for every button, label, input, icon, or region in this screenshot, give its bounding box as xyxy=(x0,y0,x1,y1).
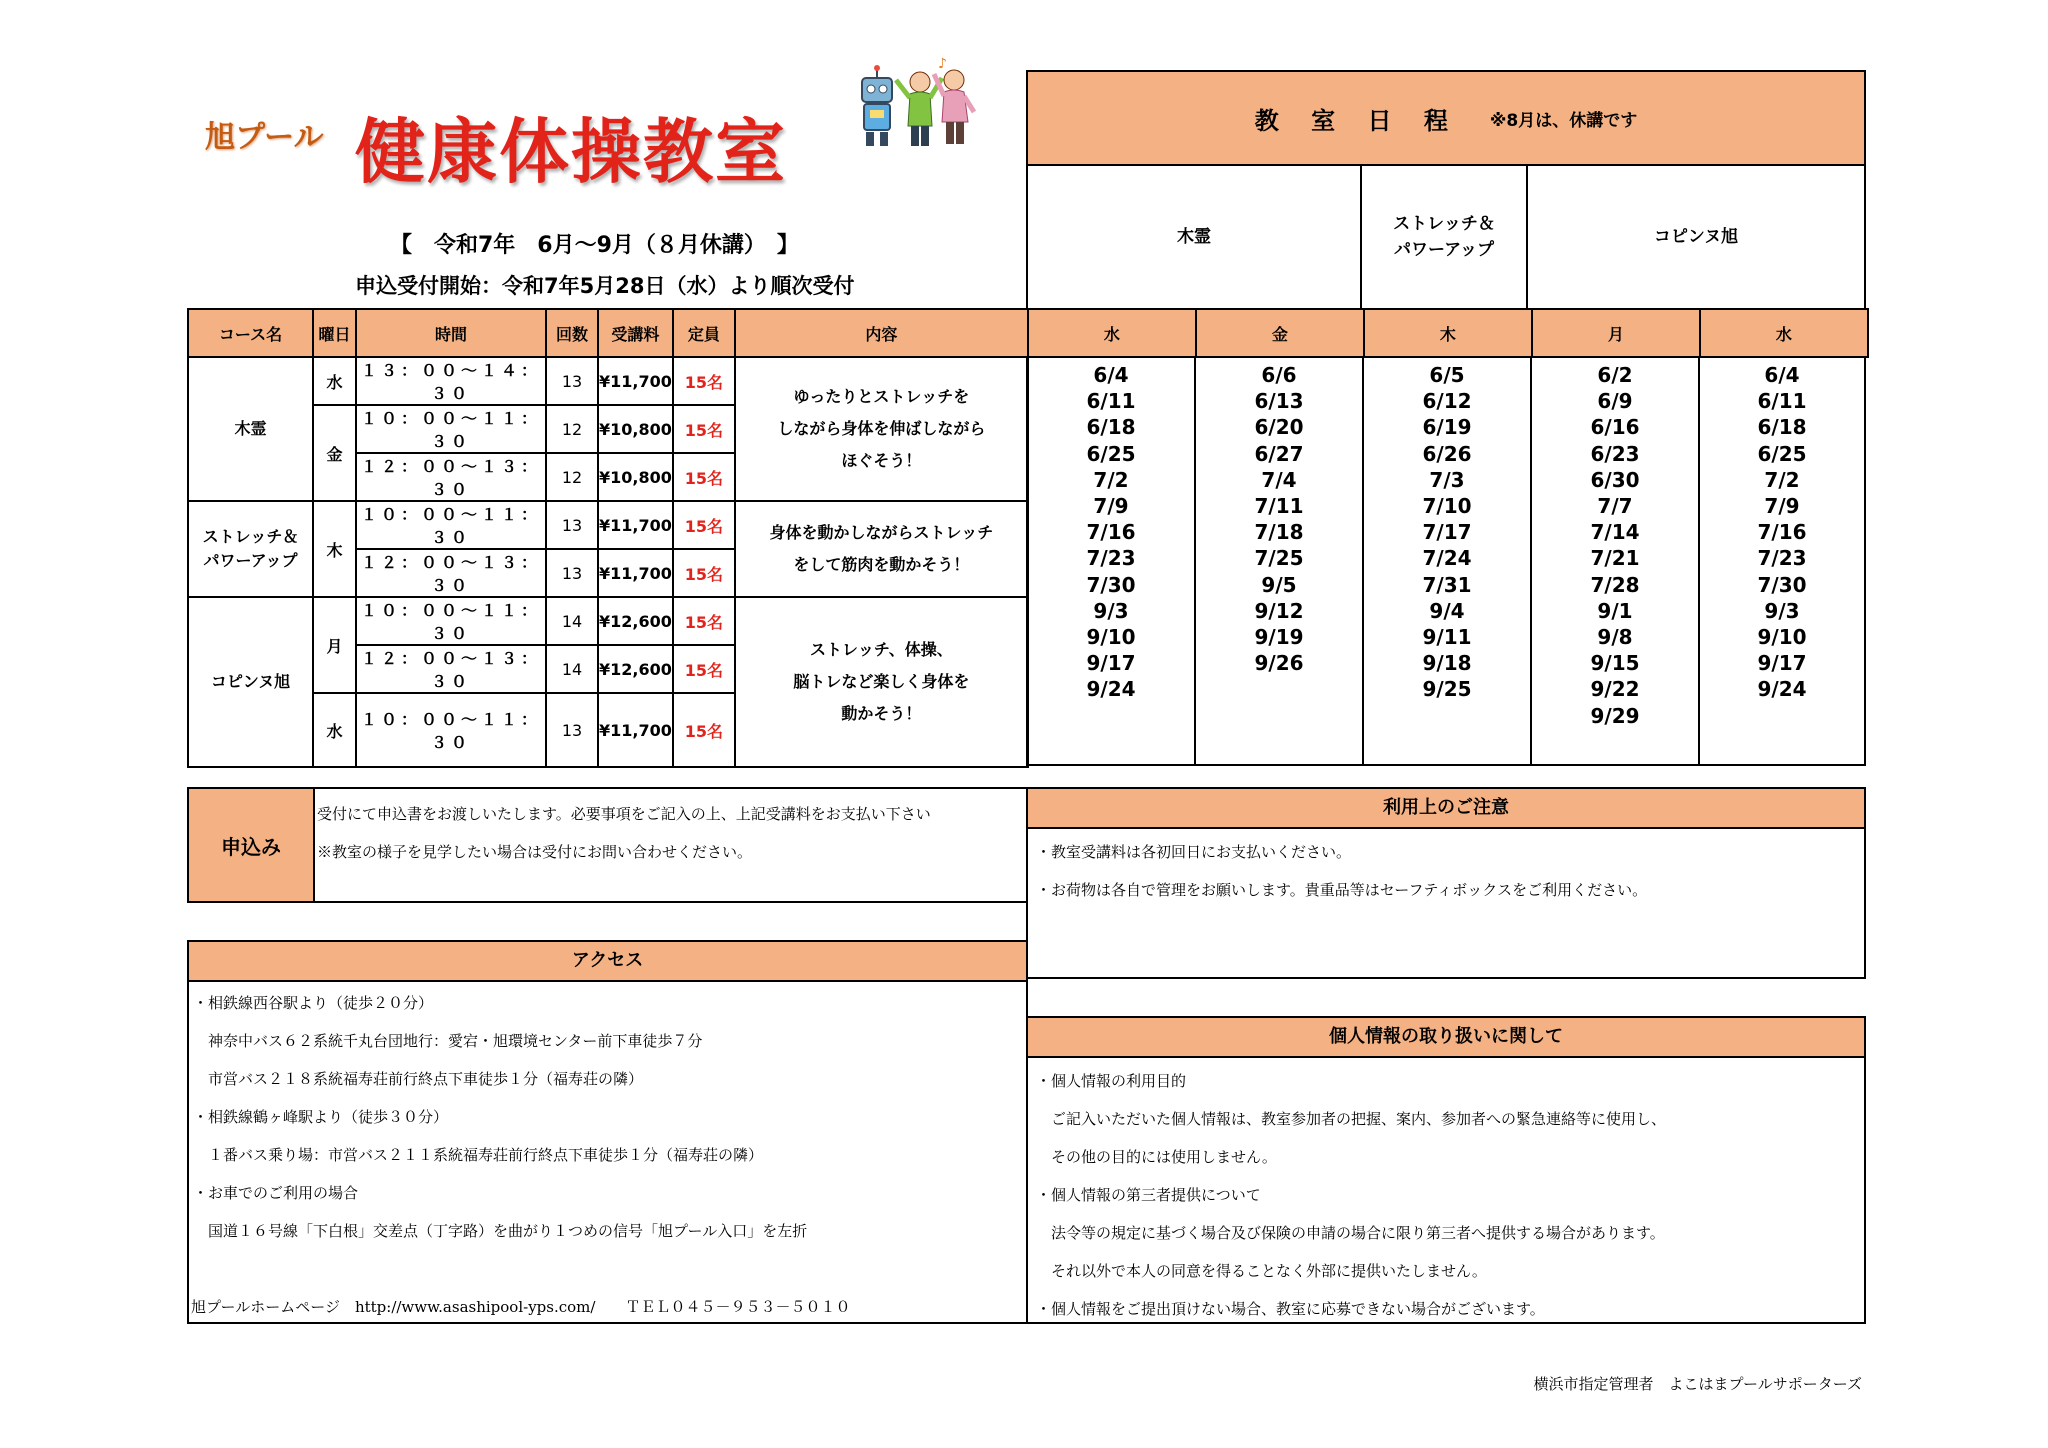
course-name: コピンヌ旭 xyxy=(188,597,313,767)
time-cell: １０：００～１１：３０ xyxy=(356,405,546,453)
privacy-section xyxy=(1026,1016,1866,1324)
page-title: 健康体操教室 xyxy=(355,111,787,193)
robot-icon xyxy=(862,65,892,146)
apply-section xyxy=(187,787,1028,903)
apply-line: ※教室の様子を見学したい場合は受付にお問い合わせください。 xyxy=(317,843,753,861)
capacity-cell: 15名 xyxy=(673,549,735,597)
capacity-cell: 15名 xyxy=(673,645,735,693)
fee-cell: ¥12,600 xyxy=(598,645,673,693)
weekday: 木 xyxy=(313,501,356,597)
header-sched-day: 月 xyxy=(1532,309,1700,357)
access-section xyxy=(187,940,1028,1324)
person-icon xyxy=(896,72,942,146)
content-cell: 身体を動かしながらストレッチ をして筋肉を動かそう！ xyxy=(735,501,1028,597)
fee-cell: ¥10,800 xyxy=(598,453,673,501)
header-day: 曜日 xyxy=(313,309,356,357)
header-sched-day: 水 xyxy=(1700,309,1868,357)
table-header-row xyxy=(188,309,1868,357)
brand-name: 旭プール xyxy=(205,120,324,155)
date-column: 6/5 6/12 6/19 6/26 7/3 7/10 7/17 7/24 7/31 9/4 9/11 9/18 9/25 xyxy=(1362,356,1532,766)
header-fee: 受講料 xyxy=(598,309,673,357)
access-line: １番バス乗り場：市営バス２１１系統福寿荘前行終点下車徒歩１分（福寿荘の隣） xyxy=(193,1146,764,1164)
capacity-cell: 15名 xyxy=(673,693,735,767)
time-cell: １２：００～１３：３０ xyxy=(356,453,546,501)
count-cell: 13 xyxy=(546,501,598,549)
period-label: 【 令和7年 6月～9月（８月休講） 】 xyxy=(390,233,799,258)
schedule-course-head: ストレッチ＆ パワーアップ xyxy=(1360,164,1528,310)
access-line: ・お車でのご利用の場合 xyxy=(193,1184,359,1202)
privacy-line: それ以外で本人の同意を得ることなく外部に提供いたしません。 xyxy=(1036,1262,1487,1280)
time-cell: １０：００～１１：３０ xyxy=(356,597,546,645)
count-cell: 13 xyxy=(546,693,598,767)
apply-start-label: 申込受付開始：令和7年5月28日（水）より順次受付 xyxy=(355,274,855,298)
svg-text:♪: ♪ xyxy=(938,56,947,72)
privacy-line: ・個人情報の利用目的 xyxy=(1036,1072,1187,1090)
capacity-cell: 15名 xyxy=(673,357,735,405)
course-name: ストレッチ＆ パワーアップ xyxy=(188,501,313,597)
count-cell: 13 xyxy=(546,357,598,405)
content-cell: ゆったりとストレッチを しながら身体を伸ばしながら ほぐそう！ xyxy=(735,357,1028,501)
time-cell: １３：００～１４：３０ xyxy=(356,357,546,405)
privacy-line: その他の目的には使用しません。 xyxy=(1036,1148,1277,1166)
access-line: ・相鉄線鶴ヶ峰駅より（徒歩３０分） xyxy=(193,1108,449,1126)
notes-title: 利用上のご注意 xyxy=(1028,789,1864,829)
course-name: 木霊 xyxy=(188,357,313,501)
weekday: 水 xyxy=(313,357,356,405)
privacy-line: 法令等の規定に基づく場合及び保険の申請の場合に限り第三者へ提供する場合があります。 xyxy=(1036,1224,1665,1242)
schedule-course-head: コピンヌ旭 xyxy=(1526,164,1866,310)
schedule-course-head: 木霊 xyxy=(1026,164,1362,310)
count-cell: 14 xyxy=(546,597,598,645)
notes-section xyxy=(1026,787,1866,979)
date-column: 6/4 6/11 6/18 6/25 7/2 7/9 7/16 7/23 7/30 9/3 9/10 9/17 9/24 xyxy=(1698,356,1866,766)
fee-cell: ¥11,700 xyxy=(598,549,673,597)
header-sched-day: 水 xyxy=(1028,309,1196,357)
time-cell: １０：００～１１：３０ xyxy=(356,501,546,549)
privacy-line: ・個人情報をご提出頂けない場合、教室に応募できない場合がございます。 xyxy=(1036,1300,1545,1318)
schedule-title: 教 室 日 程 xyxy=(1254,106,1460,135)
count-cell: 13 xyxy=(546,549,598,597)
capacity-cell: 15名 xyxy=(673,597,735,645)
footer-credit: 横浜市指定管理者 よこはまプールサポーターズ xyxy=(1533,1375,1862,1393)
count-cell: 12 xyxy=(546,453,598,501)
time-cell: １２：００～１３：３０ xyxy=(356,549,546,597)
fee-cell: ¥11,700 xyxy=(598,501,673,549)
time-cell: １２：００～１３：３０ xyxy=(356,645,546,693)
access-line: ・相鉄線西谷駅より（徒歩２０分） xyxy=(193,994,434,1012)
access-line: 市営バス２１８系統福寿荘前行終点下車徒歩１分（福寿荘の隣） xyxy=(193,1070,644,1088)
count-cell: 14 xyxy=(546,645,598,693)
header-count: 回数 xyxy=(546,309,598,357)
schedule-note: ※8月は、休講です xyxy=(1489,110,1638,131)
time-cell: １０：００～１１：３０ xyxy=(356,693,546,767)
weekday: 金 xyxy=(313,405,356,501)
access-line: 国道１６号線「下白根」交差点（丁字路）を曲がり１つめの信号「旭プール入口」を左折 xyxy=(193,1222,808,1240)
date-column: 6/6 6/13 6/20 6/27 7/4 7/11 7/18 7/25 9/5 9/12 9/19 9/26 xyxy=(1194,356,1364,766)
fee-cell: ¥10,800 xyxy=(598,405,673,453)
privacy-line: ご記入いただいた個人情報は、教室参加者の把握、案内、参加者への緊急連絡等に使用し、 xyxy=(1036,1110,1667,1128)
fee-cell: ¥11,700 xyxy=(598,693,673,767)
date-column: 6/4 6/11 6/18 6/25 7/2 7/9 7/16 7/23 7/30 9/3 9/10 9/17 9/24 xyxy=(1026,356,1196,766)
date-column: 6/2 6/9 6/16 6/23 6/30 7/7 7/14 7/21 7/28 9/1 9/8 9/15 9/22 9/29 xyxy=(1530,356,1700,766)
header-content: 内容 xyxy=(735,309,1028,357)
content-cell: ストレッチ、体操、 脳トレなど楽しく身体を 動かそう！ xyxy=(735,597,1028,767)
access-line: 神奈中バス６２系統千丸台団地行：愛宕・旭環境センター前下車徒歩７分 xyxy=(193,1032,703,1050)
notes-line: ・教室受講料は各初回日にお支払いください。 xyxy=(1036,843,1352,861)
header-sched-day: 金 xyxy=(1196,309,1364,357)
apply-label: 申込み xyxy=(189,789,315,901)
header-capacity: 定員 xyxy=(673,309,735,357)
privacy-title: 個人情報の取り扱いに関して xyxy=(1028,1018,1864,1058)
weekday: 月 xyxy=(313,597,356,693)
header-time: 時間 xyxy=(356,309,546,357)
privacy-line: ・個人情報の第三者提供について xyxy=(1036,1186,1261,1204)
header-course: コース名 xyxy=(188,309,313,357)
apply-line: 受付にて申込書をお渡しいたします。必要事項をご記入の上、上記受講料をお支払い下さい xyxy=(317,805,931,823)
header-sched-day: 木 xyxy=(1364,309,1532,357)
fee-cell: ¥12,600 xyxy=(598,597,673,645)
access-title: アクセス xyxy=(189,942,1026,982)
capacity-cell: 15名 xyxy=(673,501,735,549)
weekday: 水 xyxy=(313,693,356,767)
schedule-header xyxy=(1026,70,1866,166)
fee-cell: ¥11,700 xyxy=(598,357,673,405)
exercise-illustration xyxy=(850,56,980,152)
capacity-cell: 15名 xyxy=(673,453,735,501)
notes-line: ・お荷物は各自で管理をお願いします。貴重品等はセーフティボックスをご利用ください。 xyxy=(1036,881,1648,899)
capacity-cell: 15名 xyxy=(673,405,735,453)
count-cell: 12 xyxy=(546,405,598,453)
homepage-line: 旭プールホームページ http://www.asashipool-yps.com/ ＴＥＬ０４５－９５３－５０１０ xyxy=(191,1298,851,1316)
